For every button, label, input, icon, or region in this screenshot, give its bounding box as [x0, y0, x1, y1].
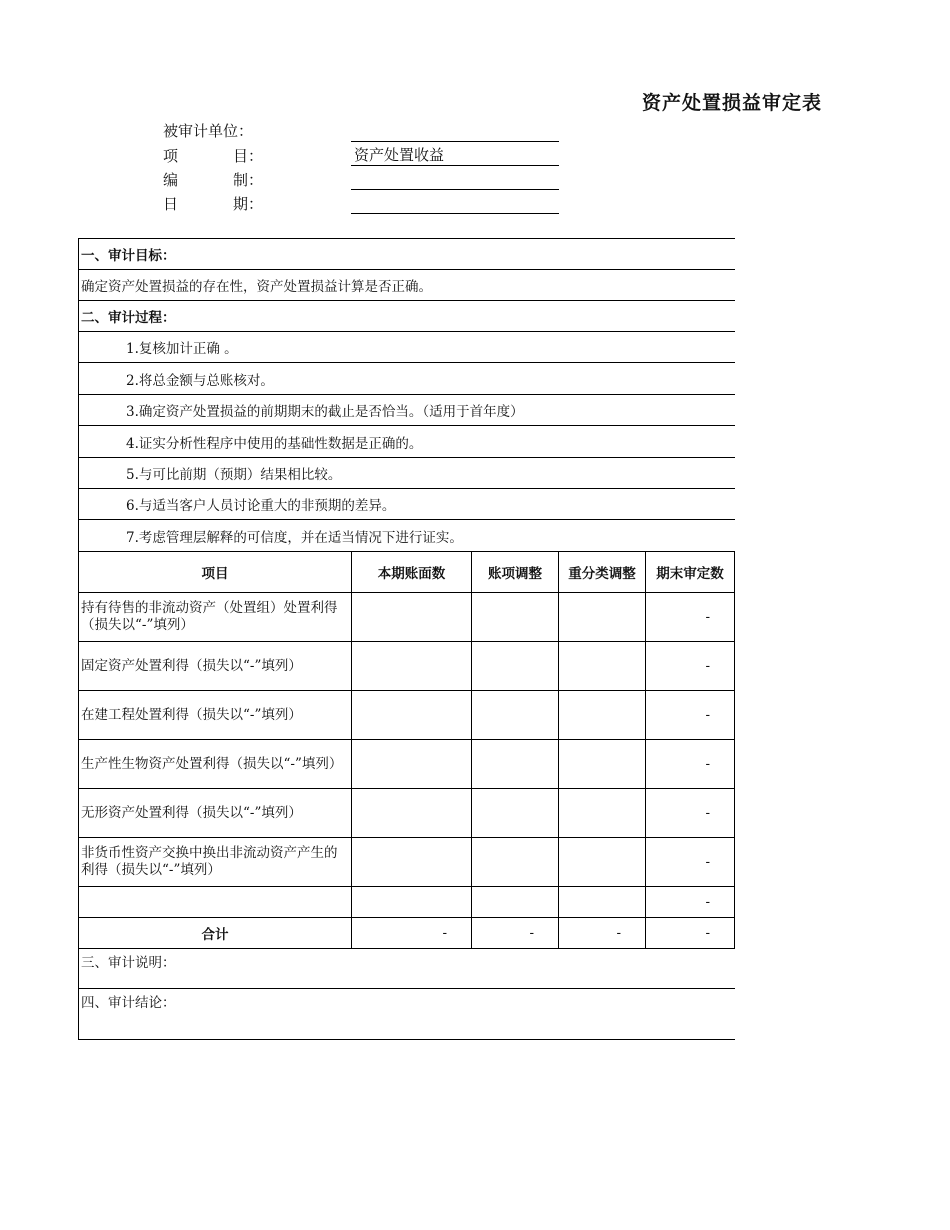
row-adjust[interactable] — [472, 887, 559, 918]
project-value[interactable]: 资产处置收益 — [354, 146, 445, 164]
row-adjust[interactable] — [472, 740, 559, 789]
preparer-field-line[interactable] — [351, 189, 559, 190]
row-book[interactable] — [352, 740, 472, 789]
process-step: 2.将总金额与总账核对。 — [79, 363, 735, 395]
row-item: 持有待售的非流动资产（处置组）处置利得（损失以“-”填列） — [79, 593, 352, 642]
objective-text: 确定资产处置损益的存在性，资产处置损益计算是否正确。 — [79, 270, 735, 301]
process-step: 6.与适当客户人员讨论重大的非预期的差异。 — [79, 489, 735, 520]
row-item: 无形资产处置利得（损失以“-”填列） — [79, 789, 352, 838]
total-row — [79, 918, 735, 949]
table-row — [79, 789, 735, 838]
process-step: 1.复核加计正确 。 — [79, 332, 735, 363]
audit-sheet — [78, 238, 735, 1040]
row-reclass[interactable] — [559, 642, 646, 691]
conclusion-heading: 四、审计结论： — [79, 989, 735, 1040]
row-audited[interactable]: - — [646, 740, 735, 789]
row-item — [79, 887, 352, 918]
process-step: 5.与可比前期（预期）结果相比较。 — [79, 458, 735, 489]
row-reclass[interactable] — [559, 838, 646, 887]
table-row — [79, 593, 735, 642]
row-item: 生产性生物资产处置利得（损失以“-”填列） — [79, 740, 352, 789]
process-step: 3.确定资产处置损益的前期期末的截止是否恰当。（适用于首年度） — [79, 395, 735, 426]
date-label: 日 期： — [163, 195, 263, 213]
table-row — [79, 887, 735, 918]
col-header-book: 本期账面数 — [352, 552, 472, 593]
row-audited[interactable]: - — [646, 642, 735, 691]
table-row — [79, 691, 735, 740]
process-step: 4.证实分析性程序中使用的基础性数据是正确的。 — [79, 426, 735, 458]
total-adjust: - — [472, 918, 559, 949]
col-header-item: 项目 — [79, 552, 352, 593]
row-adjust[interactable] — [472, 593, 559, 642]
row-book[interactable] — [352, 593, 472, 642]
row-item: 非货币性资产交换中换出非流动资产产生的利得（损失以“-”填列） — [79, 838, 352, 887]
row-audited[interactable]: - — [646, 789, 735, 838]
col-header-adjust: 账项调整 — [472, 552, 559, 593]
row-reclass[interactable] — [559, 887, 646, 918]
table-row — [79, 838, 735, 887]
row-book[interactable] — [352, 789, 472, 838]
row-adjust[interactable] — [472, 691, 559, 740]
preparer-label: 编 制： — [163, 171, 263, 189]
page-title: 资产处置损益审定表 — [642, 92, 823, 114]
explanation-heading: 三、审计说明： — [79, 949, 735, 989]
auditee-field-line[interactable] — [351, 141, 559, 142]
row-audited[interactable]: - — [646, 838, 735, 887]
row-reclass[interactable] — [559, 691, 646, 740]
objective-heading: 一、审计目标： — [79, 239, 735, 270]
table-row — [79, 642, 735, 691]
row-book[interactable] — [352, 642, 472, 691]
col-header-reclass: 重分类调整 — [559, 552, 646, 593]
row-adjust[interactable] — [472, 838, 559, 887]
row-reclass[interactable] — [559, 740, 646, 789]
row-item: 固定资产处置利得（损失以“-”填列） — [79, 642, 352, 691]
row-audited[interactable]: - — [646, 691, 735, 740]
project-label: 项 目： — [163, 147, 263, 165]
process-heading: 二、审计过程： — [79, 301, 735, 332]
row-book[interactable] — [352, 691, 472, 740]
row-reclass[interactable] — [559, 789, 646, 838]
row-book[interactable] — [352, 838, 472, 887]
total-reclass: - — [559, 918, 646, 949]
total-book: - — [352, 918, 472, 949]
row-adjust[interactable] — [472, 642, 559, 691]
row-reclass[interactable] — [559, 593, 646, 642]
total-audited: - — [646, 918, 735, 949]
row-item: 在建工程处置利得（损失以“-”填列） — [79, 691, 352, 740]
auditee-label: 被审计单位： — [163, 122, 254, 140]
table-header-row — [79, 552, 735, 593]
row-audited[interactable]: - — [646, 593, 735, 642]
row-book[interactable] — [352, 887, 472, 918]
process-step: 7.考虑管理层解释的可信度，并在适当情况下进行证实。 — [79, 520, 735, 552]
col-header-audited: 期末审定数 — [646, 552, 735, 593]
total-label: 合计 — [79, 918, 352, 949]
row-audited[interactable]: - — [646, 887, 735, 918]
row-adjust[interactable] — [472, 789, 559, 838]
project-field-line — [351, 165, 559, 166]
table-row — [79, 740, 735, 789]
date-field-line[interactable] — [351, 213, 559, 214]
